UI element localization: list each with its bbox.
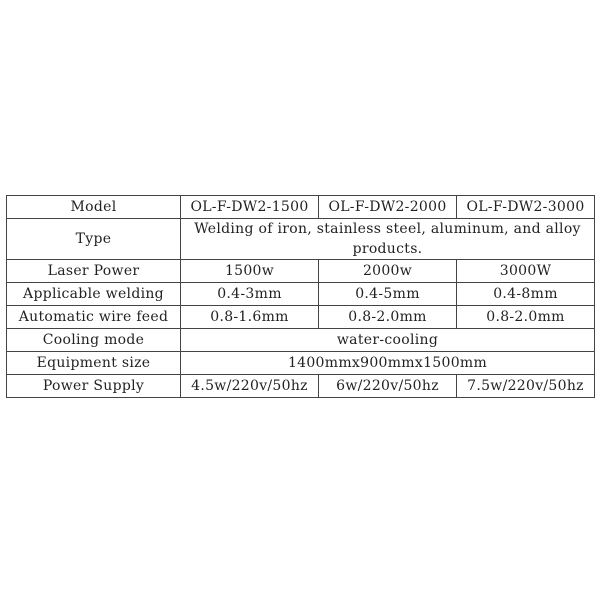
cell-model-1500: OL-F-DW2-1500 [181,196,319,219]
cell-welding-1500: 0.4-3mm [181,283,319,306]
cell-wire-feed-2000: 0.8-2.0mm [319,306,457,329]
row-label: Equipment size [7,352,181,375]
cell-power-supply-3000: 7.5w/220v/50hz [457,375,595,398]
cell-welding-3000: 0.4-8mm [457,283,595,306]
cell-model-2000: OL-F-DW2-2000 [319,196,457,219]
table-row-cooling-mode [7,329,595,352]
cell-wire-feed-1500: 0.8-1.6mm [181,306,319,329]
cell-cooling-mode: water-cooling [181,329,595,352]
cell-laser-power-3000: 3000W [457,260,595,283]
row-label: Type [7,219,181,260]
table-row-equipment-size [7,352,595,375]
table-row-power-supply [7,375,595,398]
cell-welding-2000: 0.4-5mm [319,283,457,306]
cell-laser-power-2000: 2000w [319,260,457,283]
cell-wire-feed-3000: 0.8-2.0mm [457,306,595,329]
cell-type: Welding of iron, stainless steel, aluminum, and alloy products. [181,219,595,260]
cell-power-supply-2000: 6w/220v/50hz [319,375,457,398]
row-label: Applicable welding [7,283,181,306]
table-row-type [7,219,595,260]
spec-table [6,195,595,398]
row-label: Cooling mode [7,329,181,352]
row-label: Automatic wire feed [7,306,181,329]
table-row-laser-power [7,260,595,283]
cell-model-3000: OL-F-DW2-3000 [457,196,595,219]
table-row-automatic-wire-feed [7,306,595,329]
table-row-applicable-welding [7,283,595,306]
cell-equipment-size: 1400mmx900mmx1500mm [181,352,595,375]
row-label: Power Supply [7,375,181,398]
cell-laser-power-1500: 1500w [181,260,319,283]
cell-power-supply-1500: 4.5w/220v/50hz [181,375,319,398]
row-label: Laser Power [7,260,181,283]
table-row-model [7,196,595,219]
row-label: Model [7,196,181,219]
